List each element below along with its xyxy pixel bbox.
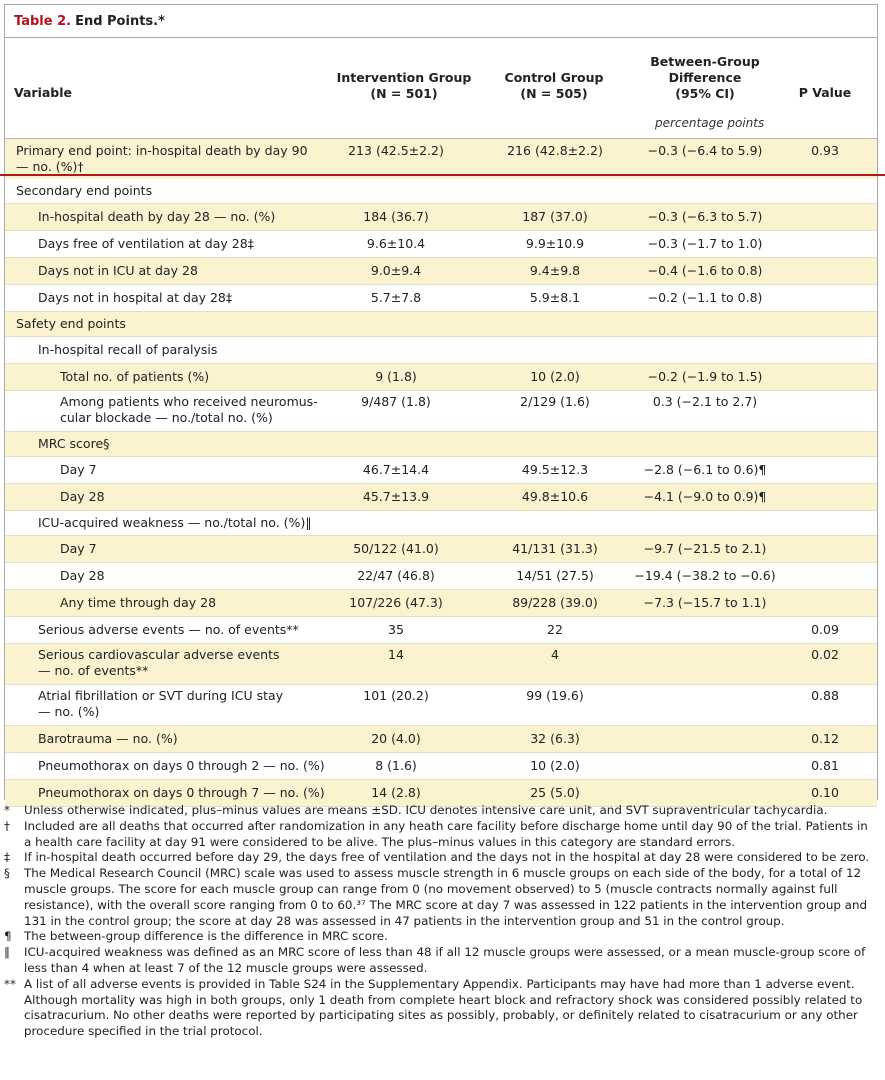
header-variable: Variable — [14, 85, 73, 100]
table-row — [5, 204, 877, 231]
table-row — [5, 536, 877, 563]
footnote-text: If in-hospital death occurred before day 29, the days free of ventilation and the days not in the hospital at day 28 were considered to be zero. — [24, 850, 870, 865]
footnote — [4, 850, 878, 866]
row-control-value: 49.8±10.6 — [521, 489, 589, 504]
row-intervention-value: 9 (1.8) — [375, 369, 417, 384]
row-difference-value: −0.4 (−1.6 to 0.8) — [647, 263, 763, 278]
row-difference-value: 0.3 (−2.1 to 2.7) — [652, 394, 758, 409]
row-control-value: 49.5±12.3 — [521, 462, 589, 477]
row-label: Days not in hospital at day 28‡ — [38, 290, 233, 305]
row-label: Pneumothorax on days 0 through 2 — no. (%) — [38, 758, 325, 773]
row-pvalue: 0.88 — [811, 688, 839, 703]
row-difference-value: −4.1 (−9.0 to 0.9)¶ — [643, 489, 767, 504]
row-difference-value: −0.3 (−6.3 to 5.7) — [647, 209, 763, 224]
footnote — [4, 929, 878, 945]
row-intervention-value: 35 — [388, 622, 404, 637]
row-pvalue: 0.09 — [811, 622, 839, 637]
table-row — [5, 285, 877, 312]
footnote-symbol: † — [4, 818, 10, 833]
row-control-value: 99 (19.6) — [526, 688, 584, 703]
row-intervention-value: 9/487 (1.8) — [361, 394, 431, 409]
table-row — [5, 511, 877, 536]
table-row — [5, 364, 877, 391]
row-pvalue: 0.02 — [811, 647, 839, 662]
end-points-table — [4, 4, 878, 800]
table-title-bar — [5, 5, 877, 38]
header-diff-line1: Between-Group — [650, 54, 760, 69]
header-intervention-label: Intervention Group — [336, 70, 472, 85]
table-row — [5, 590, 877, 617]
table-row — [5, 685, 877, 726]
footnote — [4, 866, 878, 929]
row-difference-value: −7.3 (−15.7 to 1.1) — [643, 595, 767, 610]
row-difference-value: −0.2 (−1.1 to 0.8) — [647, 290, 763, 305]
primary-end-point-row — [5, 139, 877, 179]
row-control-value: 41/131 (31.3) — [512, 541, 598, 556]
primary-pvalue: 0.93 — [811, 143, 839, 158]
header-intervention-n: (N = 501) — [370, 86, 438, 101]
row-label: Day 28 — [60, 568, 105, 583]
row-control-value: 187 (37.0) — [522, 209, 588, 224]
row-intervention-value: 14 — [388, 647, 404, 662]
row-intervention-value: 107/226 (47.3) — [349, 595, 443, 610]
row-control-value: 10 (2.0) — [530, 758, 580, 773]
primary-control: 216 (42.8±2.2) — [507, 143, 603, 158]
row-label: Total no. of patients (%) — [60, 369, 210, 384]
table-row — [5, 753, 877, 780]
row-label: Any time through day 28 — [60, 595, 217, 610]
row-pvalue: 0.10 — [811, 785, 839, 800]
row-label: MRC score§ — [38, 436, 110, 451]
footnote-symbol: ** — [4, 976, 16, 991]
footnote-text: Included are all deaths that occurred after randomization in any heath care facility before discharge home until day 90 of the trial. Patients in a health care facility at day 91 were considered to be alive. The plus–minus values in this category are standard errors. — [24, 818, 868, 849]
footnotes — [4, 803, 878, 1040]
row-label: In-hospital recall of paralysis — [38, 342, 218, 357]
table-row — [5, 391, 877, 432]
table-row — [5, 563, 877, 590]
table-row — [5, 644, 877, 685]
row-difference-value: −2.8 (−6.1 to 0.6)¶ — [643, 462, 767, 477]
footnote — [4, 977, 878, 1040]
row-control-value: 2/129 (1.6) — [520, 394, 590, 409]
header-control-n: (N = 505) — [520, 86, 588, 101]
footnote — [4, 819, 878, 851]
row-label: Serious adverse events — no. of events** — [38, 622, 299, 637]
row-control-value: 22 — [547, 622, 563, 637]
row-control-value: 25 (5.0) — [530, 785, 580, 800]
row-control-value: 9.9±10.9 — [525, 236, 585, 251]
row-pvalue: 0.81 — [811, 758, 839, 773]
primary-diff: −0.3 (−6.4 to 5.9) — [647, 143, 763, 158]
header-diff-line3: (95% CI) — [675, 86, 735, 101]
row-label: Atrial fibrillation or SVT during ICU stay — no. (%) — [38, 688, 284, 719]
row-control-value: 32 (6.3) — [530, 731, 580, 746]
table-header — [5, 38, 877, 139]
footnote — [4, 945, 878, 977]
footnote — [4, 803, 878, 819]
row-intervention-value: 101 (20.2) — [363, 688, 429, 703]
row-difference-value: −19.4 (−38.2 to −0.6) — [634, 568, 776, 583]
table-row — [5, 432, 877, 457]
footnote-text: The between-group difference is the difference in MRC score. — [24, 929, 388, 944]
row-intervention-value: 14 (2.8) — [371, 785, 421, 800]
row-label: Among patients who received neuromus- cular blockade — no./total no. (%) — [60, 394, 318, 425]
table-row — [5, 231, 877, 258]
row-pvalue: 0.12 — [811, 731, 839, 746]
row-label: In-hospital death by day 28 — no. (%) — [38, 209, 276, 224]
row-intervention-value: 8 (1.6) — [375, 758, 417, 773]
row-label: Pneumothorax on days 0 through 7 — no. (%) — [38, 785, 325, 800]
row-difference-value: −0.2 (−1.9 to 1.5) — [647, 369, 763, 384]
row-control-value: 4 — [551, 647, 559, 662]
row-label: Barotrauma — no. (%) — [38, 731, 178, 746]
row-control-value: 14/51 (27.5) — [516, 568, 594, 583]
primary-intervention: 213 (42.5±2.2) — [348, 143, 444, 158]
row-label: Day 7 — [60, 462, 97, 477]
row-label: Days not in ICU at day 28 — [38, 263, 198, 278]
table-row — [5, 312, 877, 337]
row-label: ICU-acquired weakness — no./total no. (%)‖ — [38, 515, 312, 530]
row-label: Secondary end points — [16, 183, 153, 198]
header-control — [479, 70, 629, 102]
footnote-symbol: § — [4, 866, 10, 881]
row-control-value: 10 (2.0) — [530, 369, 580, 384]
primary-label: Primary end point: in-hospital death by day 90 — no. (%)† — [16, 143, 308, 174]
row-label: Days free of ventilation at day 28‡ — [38, 236, 254, 251]
row-intervention-value: 9.6±10.4 — [366, 236, 426, 251]
row-label: Safety end points — [16, 316, 126, 331]
table-row — [5, 457, 877, 484]
row-intervention-value: 20 (4.0) — [371, 731, 421, 746]
row-intervention-value: 184 (36.7) — [363, 209, 429, 224]
table-row — [5, 617, 877, 644]
header-difference — [630, 54, 780, 102]
row-label: Serious cardiovascular adverse events — no. of events** — [38, 647, 280, 678]
footnote-symbol: ‡ — [4, 850, 10, 865]
table-title: End Points.* — [75, 13, 165, 29]
table-body — [5, 179, 877, 807]
row-intervention-value: 45.7±13.9 — [362, 489, 430, 504]
table-row — [5, 179, 877, 204]
header-control-label: Control Group — [504, 70, 604, 85]
row-intervention-value: 46.7±14.4 — [362, 462, 430, 477]
footnote-text: Unless otherwise indicated, plus–minus values are means ±SD. ICU denotes intensive care unit, and SVT supraventricular tachycardia. — [24, 803, 828, 817]
footnote-text: ICU-acquired weakness was defined as an MRC score of less than 48 if all 12 muscle groups were assessed, or a mean muscle-group score of less than 4 when at least 7 of the 12 muscle groups were assessed. — [24, 945, 866, 975]
row-intervention-value: 5.7±7.8 — [370, 290, 422, 305]
footnote-symbol: ¶ — [4, 929, 12, 944]
header-diff-unit: percentage points — [655, 116, 765, 130]
footnote-symbol: ‖ — [4, 945, 10, 960]
table-row — [5, 258, 877, 285]
header-pvalue: P Value — [798, 85, 852, 100]
table-row — [5, 484, 877, 511]
row-intervention-value: 50/122 (41.0) — [353, 541, 439, 556]
footnote-text: A list of all adverse events is provided in Table S24 in the Supplementary Appendix. Participants may have had more than 1 adverse event. Although mortality was high in both groups, only 1 death from complete heart block and refractory shock was considered possibly related to cisatracurium. No other deaths were reported by participating sites as possibly, probably, or definitely related to cisatracurium or any other procedure specified in the trial protocol. — [24, 976, 863, 1039]
row-control-value: 89/228 (39.0) — [512, 595, 598, 610]
row-intervention-value: 9.0±9.4 — [370, 263, 422, 278]
row-difference-value: −0.3 (−1.7 to 1.0) — [647, 236, 763, 251]
primary-divider-line — [0, 174, 885, 176]
table-number: Table 2. — [14, 13, 72, 29]
footnote-symbol: * — [4, 803, 10, 817]
header-intervention — [329, 70, 479, 102]
row-control-value: 5.9±8.1 — [529, 290, 581, 305]
table-row — [5, 726, 877, 753]
row-control-value: 9.4±9.8 — [529, 263, 581, 278]
header-diff-line2: Difference — [668, 70, 742, 85]
row-label: Day 28 — [60, 489, 105, 504]
row-difference-value: −9.7 (−21.5 to 2.1) — [643, 541, 767, 556]
row-intervention-value: 22/47 (46.8) — [357, 568, 435, 583]
table-row — [5, 337, 877, 364]
row-label: Day 7 — [60, 541, 97, 556]
footnote-text: The Medical Research Council (MRC) scale was used to assess muscle strength in 6 muscle groups on each side of the body, for a total of 12 muscle groups. The score for each muscle group can range from 0 (no movement observed) to 5 (muscle contracts normally against full resistance), with the overall score ranging from 0 to 60.³⁷ The MRC score at day 7 was assessed in 122 patients in the intervention group and 131 in the control group; the score at day 28 was assessed in 47 patients in the intervention group and 51 in the control group. — [24, 866, 868, 928]
